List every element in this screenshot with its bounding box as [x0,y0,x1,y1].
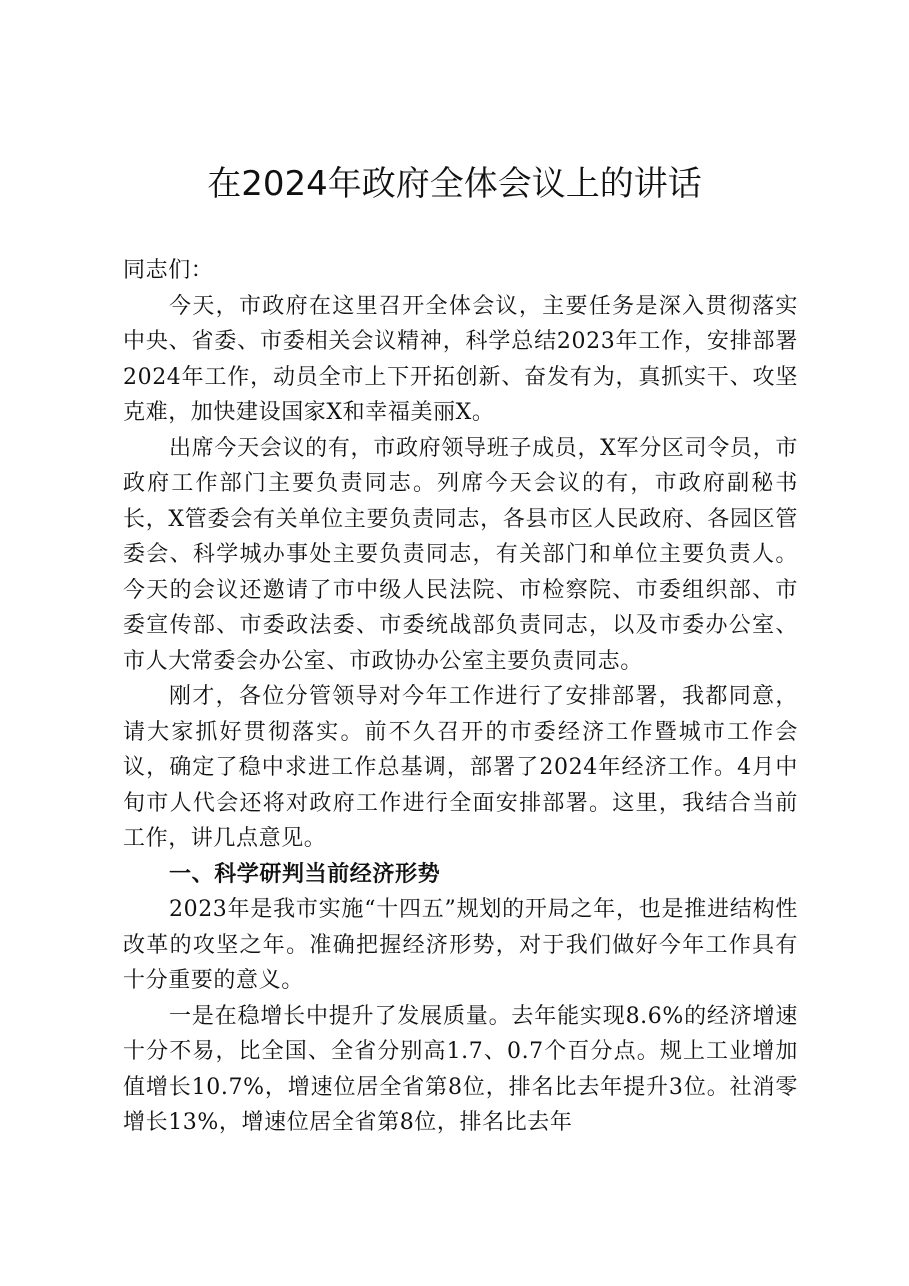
section-heading: 一、科学研判当前经济形势 [169,861,441,887]
paragraph: 出席今天会议的有，市政府领导班子成员，X军分区司令员，市政府工作部门主要负责同志。列席今天会议的有，市政府副秘书长，X管委会有关单位主要负责同志，各县市区人民政府、各园区管委会、科学城办事处主要负责同志，有关部门和单位主要负责人。今天的会议还邀请了市中级人民法院、市检察院、市委组织部、市委宣传部、市委政法委、市委统战部负责同志，以及市委办公室、市人大常委会办公室、市政协办公室主要负责同志。 [123,435,798,674]
paragraph: 一是在稳增长中提升了发展质量。去年能实现8.6%的经济增速十分不易，比全国、全省分别高1.7、0.7个百分点。规上工业增加值增长10.7%，增速位居全省第8位，排名比去年提升3位。社消零增长13%，增速位居全省第8位，排名比去年 [123,1003,798,1135]
paragraph: 2023年是我市实施“十四五”规划的开局之年，也是推进结构性改革的攻坚之年。准确把握经济形势，对于我们做好今年工作具有十分重要的意义。 [123,897,798,993]
salutation: 同志们： [123,258,214,283]
paragraph: 今天，市政府在这里召开全体会议，主要任务是深入贯彻落实中央、省委、市委相关会议精神，科学总结2023年工作，安排部署2024年工作，动员全市上下开拓创新、奋发有为，真抓实干、攻坚克难，加快建设国家X和幸福美丽X。 [123,293,798,425]
paragraph: 刚才，各位分管领导对今年工作进行了安排部署，我都同意，请大家抓好贯彻落实。前不久召开的市委经济工作暨城市工作会议，确定了稳中求进工作总基调，部署了2024年经济工作。4月中旬市人代会还将对政府工作进行全面安排部署。这里，我结合当前工作，讲几点意见。 [123,684,798,851]
document-body [123,253,798,1141]
document-title: 在2024年政府全体会议上的讲话 [207,164,702,204]
